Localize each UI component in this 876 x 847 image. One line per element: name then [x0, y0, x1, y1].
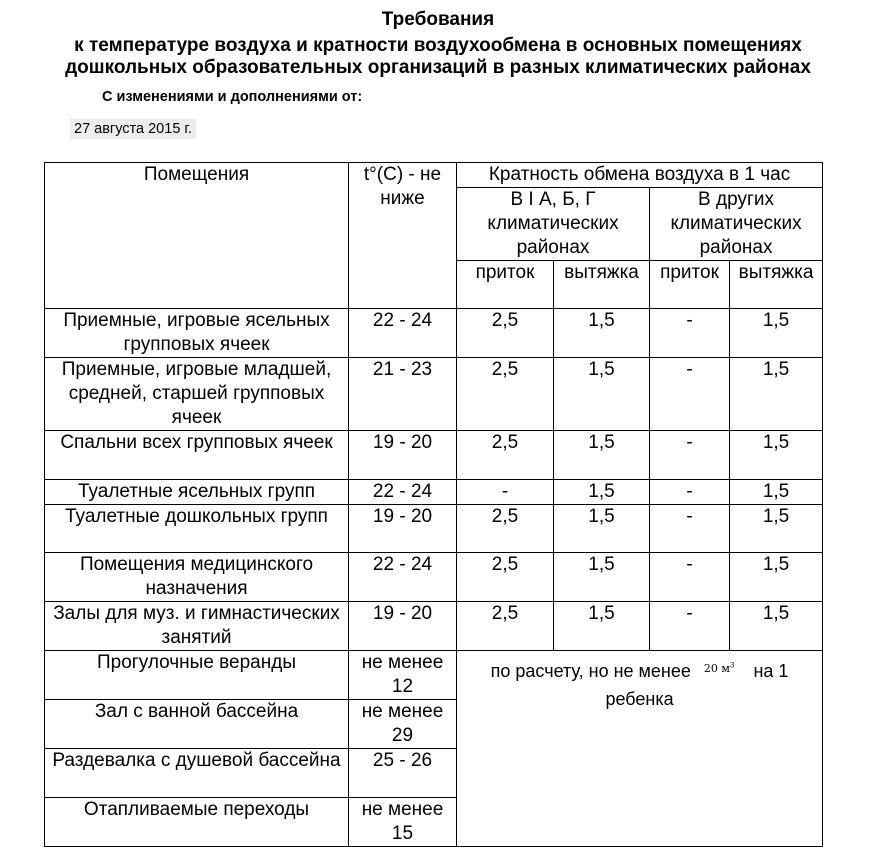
change-date-link[interactable]: 27 августа 2015 г. — [70, 119, 196, 139]
inflow-cell: - — [650, 553, 730, 602]
inflow-cell: 2,5 — [457, 505, 554, 553]
changes-label: С изменениями и дополнениями от: — [102, 89, 363, 105]
inflow-cell: 2,5 — [457, 602, 554, 651]
room-cell: Спальни всех групповых ячеек — [45, 431, 349, 480]
header-inflow-1: приток — [457, 261, 554, 309]
header-exhaust-1: вытяжка — [554, 261, 650, 309]
inflow-cell: 2,5 — [457, 431, 554, 480]
room-cell: Помещения медицинского назначения — [45, 553, 349, 602]
exhaust-cell: 1,5 — [730, 309, 823, 358]
temp-cell: 19 - 20 — [349, 431, 457, 480]
header-air-exchange: Кратность обмена воздуха в 1 час — [457, 163, 823, 188]
header-temp: t°(C) - не ниже — [349, 163, 457, 309]
table-row — [45, 651, 823, 700]
temp-cell: не менее 29 — [349, 700, 457, 749]
room-cell: Прогулочные веранды — [45, 651, 349, 700]
temp-cell: 22 - 24 — [349, 480, 457, 505]
exhaust-cell: 1,5 — [554, 358, 650, 431]
title-line-2: к температуре воздуха и кратности воздухообмена в основных помещениях — [74, 35, 802, 56]
table-row — [45, 431, 823, 480]
room-cell: Отапливаемые переходы — [45, 798, 349, 847]
temp-cell: 22 - 24 — [349, 553, 457, 602]
exhaust-cell: 1,5 — [730, 431, 823, 480]
exhaust-cell: 1,5 — [554, 309, 650, 358]
room-cell: Раздевалка с душевой бассейна — [45, 749, 349, 798]
note-volume: 20 м3 — [703, 661, 735, 675]
room-cell: Приемные, игровые ясельных групповых ячеек — [45, 309, 349, 358]
temp-cell: 22 - 24 — [349, 309, 457, 358]
table-row — [45, 309, 823, 358]
inflow-cell: 2,5 — [457, 358, 554, 431]
exhaust-cell: 1,5 — [730, 553, 823, 602]
inflow-cell: - — [650, 309, 730, 358]
inflow-cell: - — [650, 358, 730, 431]
header-group-2: В других климатических районах — [650, 188, 823, 261]
room-cell: Зал с ванной бассейна — [45, 700, 349, 749]
exhaust-cell: 1,5 — [554, 553, 650, 602]
room-cell: Туалетные дошкольных групп — [45, 505, 349, 553]
inflow-cell: - — [650, 480, 730, 505]
requirements-table — [44, 162, 823, 847]
temp-cell: не менее 12 — [349, 651, 457, 700]
inflow-cell: - — [650, 505, 730, 553]
inflow-cell: - — [650, 431, 730, 480]
temp-cell: 19 - 20 — [349, 602, 457, 651]
table-row — [45, 358, 823, 431]
inflow-cell: - — [457, 480, 554, 505]
title-line-1: Требования — [381, 9, 495, 30]
table-row — [45, 602, 823, 651]
exhaust-cell: 1,5 — [730, 480, 823, 505]
exhaust-cell: 1,5 — [554, 602, 650, 651]
exhaust-cell: 1,5 — [554, 480, 650, 505]
header-group-1: В I А, Б, Г климатических районах — [457, 188, 650, 261]
exhaust-cell: 1,5 — [730, 602, 823, 651]
calculation-note — [457, 651, 823, 847]
temp-cell: 25 - 26 — [349, 749, 457, 798]
room-cell: Туалетные ясельных групп — [45, 480, 349, 505]
inflow-cell: 2,5 — [457, 309, 554, 358]
header-inflow-2: приток — [650, 261, 730, 309]
room-cell: Приемные, игровые младшей, средней, старшей групповых ячеек — [45, 358, 349, 431]
exhaust-cell: 1,5 — [554, 431, 650, 480]
header-room: Помещения — [45, 163, 349, 309]
note-prefix: по расчету, но не менее — [490, 661, 691, 681]
note-suffix: на 1 ребенка — [605, 661, 789, 709]
table-row — [45, 480, 823, 505]
exhaust-cell: 1,5 — [730, 505, 823, 553]
table-row — [45, 553, 823, 602]
exhaust-cell: 1,5 — [730, 358, 823, 431]
temp-cell: 21 - 23 — [349, 358, 457, 431]
title-line-3: дошкольных образовательных организаций в разных климатических районах — [65, 57, 811, 78]
inflow-cell: - — [650, 602, 730, 651]
temp-cell: 19 - 20 — [349, 505, 457, 553]
header-exhaust-2: вытяжка — [730, 261, 823, 309]
exhaust-cell: 1,5 — [554, 505, 650, 553]
room-cell: Залы для муз. и гимнастических занятий — [45, 602, 349, 651]
inflow-cell: 2,5 — [457, 553, 554, 602]
temp-cell: не менее 15 — [349, 798, 457, 847]
table-row — [45, 505, 823, 553]
